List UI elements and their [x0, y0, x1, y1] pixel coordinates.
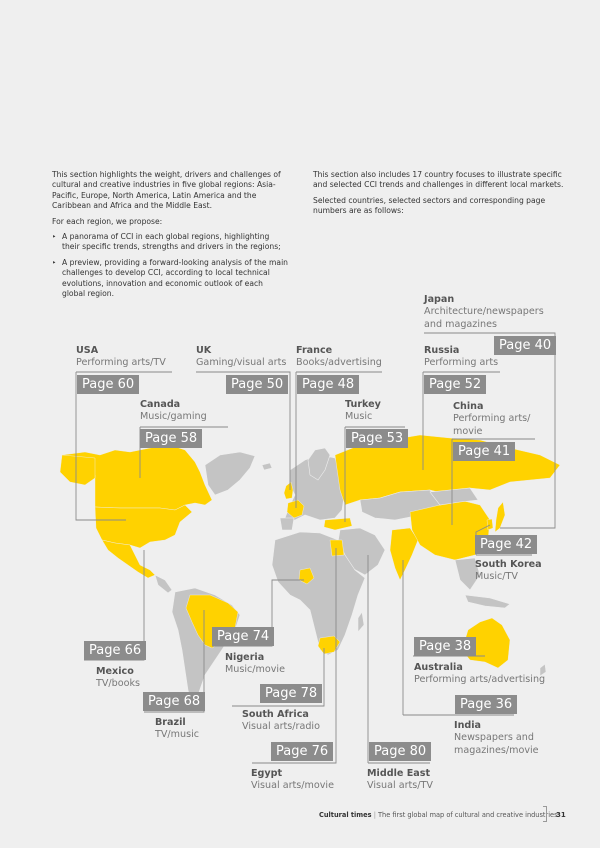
country-name: India [454, 720, 482, 731]
label-india [454, 720, 539, 757]
country-sector: Gaming/visual arts [196, 357, 287, 369]
country-name: Nigeria [225, 652, 265, 663]
country-sector: Performing arts/ [453, 413, 531, 425]
south-africa-shape [318, 636, 340, 654]
label-usa [76, 345, 166, 370]
uk-shape [284, 482, 293, 499]
footer-separator: | [373, 811, 376, 819]
page-link-china[interactable]: Page 41 [453, 442, 515, 461]
country-name: Japan [424, 294, 455, 305]
page-link-usa[interactable]: Page 60 [77, 375, 139, 394]
country-name: South Africa [242, 709, 309, 720]
country-name: Brazil [155, 717, 186, 728]
page-link-egypt[interactable]: Page 76 [271, 742, 333, 761]
country-name: Mexico [96, 666, 134, 677]
country-sector: Performing arts [424, 357, 499, 369]
page-link-france[interactable]: Page 48 [297, 375, 359, 394]
label-australia [414, 662, 545, 687]
label-uk [196, 345, 286, 370]
selection-paragraph: Selected countries, selected sectors and corresponding page numbers are as follows: [313, 195, 546, 216]
page-link-uk[interactable]: Page 50 [226, 375, 288, 394]
page-link-middle-east[interactable]: Page 80 [369, 742, 431, 761]
label-nigeria [225, 652, 285, 677]
label-egypt [251, 768, 334, 793]
label-mexico [96, 666, 140, 691]
country-sector: Music/gaming [140, 411, 207, 423]
label-south-korea [475, 559, 542, 584]
propose-line: For each region, we propose: [52, 216, 163, 226]
turkey-shape [324, 518, 352, 530]
page-footer [319, 811, 558, 819]
country-name: Russia [424, 345, 460, 356]
country-sector: and magazines [424, 318, 497, 330]
page-link-mexico[interactable]: Page 66 [84, 641, 146, 660]
country-sector: Architecture/newspapers [424, 306, 544, 318]
label-middle-east [367, 768, 433, 793]
label-turkey [345, 399, 381, 424]
label-france [296, 345, 382, 370]
country-sector: Performing arts/advertising [414, 674, 546, 686]
country-sector: Music [345, 411, 373, 423]
page-link-australia[interactable]: Page 38 [414, 637, 476, 656]
page-link-turkey[interactable]: Page 53 [346, 429, 408, 448]
greenland [205, 452, 255, 495]
country-sector: Visual arts/movie [251, 780, 334, 792]
page-link-south-africa[interactable]: Page 78 [260, 684, 322, 703]
country-name: Canada [140, 399, 181, 410]
country-sector: Visual arts/TV [367, 780, 433, 792]
central-america [155, 575, 172, 593]
label-south-africa [242, 709, 320, 734]
page-link-south-korea[interactable]: Page 42 [475, 535, 537, 554]
country-sector: Visual arts/radio [242, 721, 320, 733]
iceland [262, 463, 272, 470]
country-sector: magazines/movie [454, 744, 539, 756]
publication-subtitle: The first global map of cultural and creative industries [378, 811, 558, 819]
proposal-item: ‣ A preview, providing a forward-looking analysis of the main challenges to develop CCI, according to local technical evolutions, innovation and economic outlook of each global region. [52, 258, 288, 300]
page-link-canada[interactable]: Page 58 [140, 429, 202, 448]
label-russia [424, 345, 498, 370]
country-name: Turkey [345, 399, 381, 410]
country-sector: Performing arts/TV [76, 357, 166, 369]
country-sector: Music/movie [225, 664, 285, 676]
page-link-brazil[interactable]: Page 68 [143, 692, 205, 711]
country-focus-paragraph: This section also includes 17 country focuses to illustrate specific and selected CCI trends and challenges in different local markets. [313, 170, 564, 190]
page-link-japan[interactable]: Page 40 [494, 336, 556, 355]
country-sector: movie [453, 425, 483, 437]
country-name: USA [76, 345, 99, 356]
publication-title: Cultural times [319, 811, 372, 819]
iberia [280, 518, 294, 530]
madagascar [358, 612, 364, 632]
label-china [453, 401, 530, 438]
page-link-russia[interactable]: Page 52 [424, 375, 486, 394]
south-korea-shape [487, 519, 493, 530]
country-name: Middle East [367, 768, 431, 779]
intro-paragraph: This section highlights the weight, drivers and challenges of cultural and creative industries in five global regions: Asia-Pacific, Europe, North America, Latin America and the Caribbean and Africa and the Middle East. [52, 170, 281, 211]
country-name: France [296, 345, 333, 356]
country-sector: TV/music [155, 729, 200, 741]
indonesia [465, 595, 510, 608]
egypt-shape [330, 540, 344, 556]
proposal-item: ‣ A panorama of CCI in each global regions, highlighting their specific trends, strengths and drivers in the regions; [52, 232, 288, 253]
country-sector: Music/TV [475, 571, 518, 583]
country-name: China [453, 401, 484, 412]
india-shape [390, 528, 418, 580]
country-name: South Korea [475, 559, 542, 570]
page-number: 31 [556, 811, 566, 819]
country-sector: Books/advertising [296, 357, 382, 369]
country-name: UK [196, 345, 212, 356]
label-canada [140, 399, 207, 424]
page-link-nigeria[interactable]: Page 74 [212, 627, 274, 646]
country-sector: Newspapers and [454, 732, 534, 744]
label-brazil [155, 717, 199, 742]
country-sector: TV/books [96, 678, 141, 690]
alaska-shape [60, 455, 95, 485]
page-link-india[interactable]: Page 36 [455, 695, 517, 714]
label-japan [424, 294, 544, 331]
footer-bracket [543, 806, 547, 822]
country-name: Australia [414, 662, 463, 673]
country-name: Egypt [251, 768, 283, 779]
japan-shape [495, 502, 505, 532]
mexico-shape [102, 540, 155, 578]
